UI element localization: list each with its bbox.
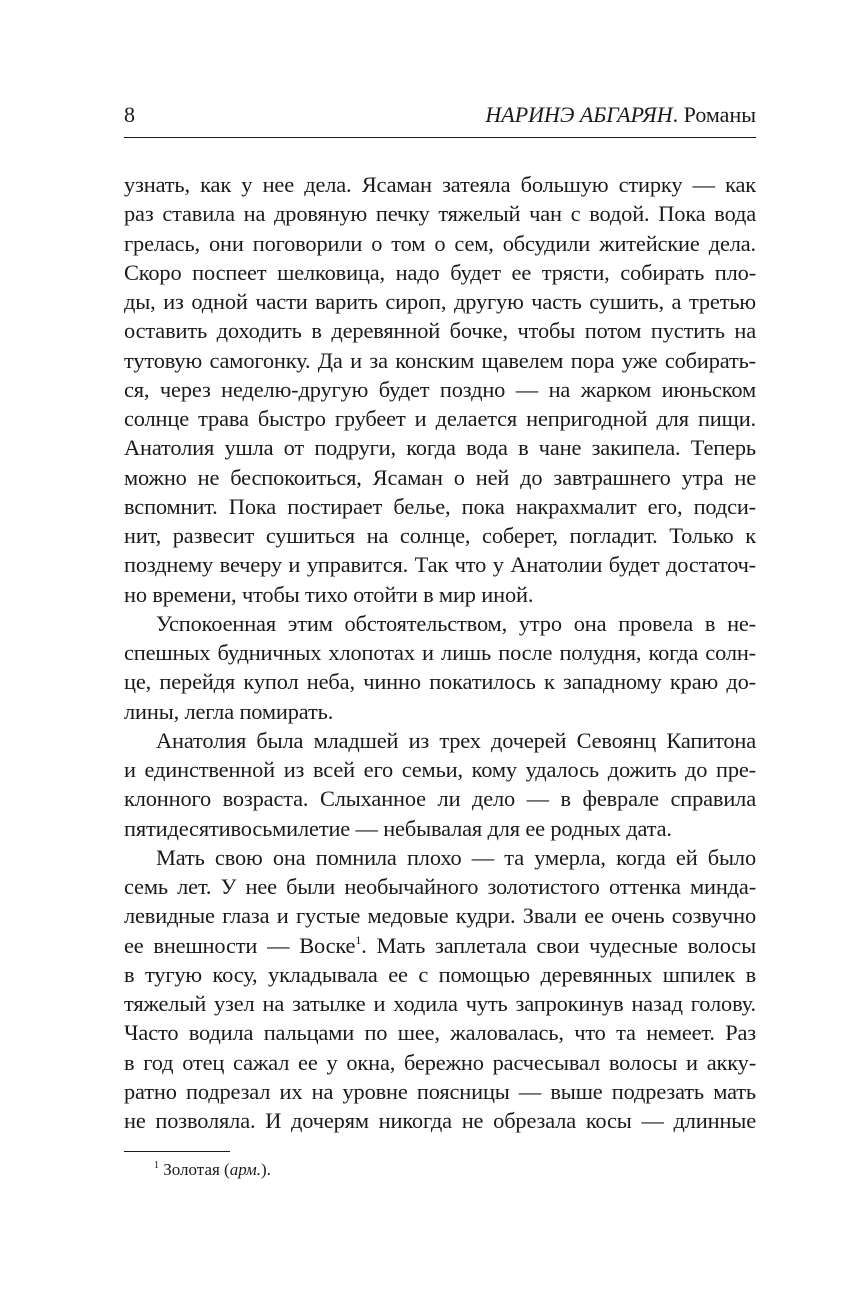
text-line: Успокоенная этим обстоятельством, утро она провела в не- [156, 610, 756, 636]
footnote-marker: 1 [154, 1160, 159, 1171]
text-line: семь лет. У нее были необычайного золотистого оттенка минда- [124, 874, 756, 899]
footnote-text: Золотая ( [159, 1160, 230, 1179]
footnote-text-end: ). [260, 1160, 271, 1179]
text-line [124, 931, 756, 960]
text-line: оставить доходить в деревянной бочке, чтобы потом пустить на [124, 318, 756, 344]
text-line: в тугую косу, укладывала ее с помощью деревянных шпилек в [124, 961, 756, 987]
text-line: ся, через неделю-другую будет поздно — на жарком июньском [124, 376, 756, 402]
running-title [485, 102, 756, 128]
header-divider [124, 137, 756, 138]
text-fragment: . Мать заплетала свои чудесные волосы [361, 932, 756, 958]
text-line: ды, из одной части варить сироп, другую часть сушить, а третью [124, 289, 756, 314]
text-line: грелась, они поговорили о том о сем, обсудили житейские дела. [124, 230, 756, 256]
text-line: Часто водила пальцами по шее, жаловалась, что та немеет. Раз [124, 1020, 756, 1046]
text-line: узнать, как у нее дела. Ясаман затеяла большую стирку — как [124, 172, 756, 197]
text-line: раз ставила на дровяную печку тяжелый чан с водой. Пока вода [124, 201, 756, 227]
text-line: можно не беспокоиться, Ясаман о ней до завтрашнего утра не [124, 464, 756, 490]
footnote [154, 1159, 271, 1181]
text-line: тутовую самогонку. Да и за конским щавелем пора уже собирать- [124, 347, 756, 373]
text-fragment: ее внешности — Воске [124, 932, 356, 958]
footnote-abbreviation: арм. [229, 1160, 261, 1179]
text-line: левидные глаза и густые медовые кудри. Звали ее очень созвучно [124, 903, 756, 929]
text-line: Мать свою она помнила плохо — та умерла, когда ей было [156, 844, 756, 870]
text-line: це, перейдя купол неба, чинно покатилось к западному краю до- [124, 669, 756, 695]
text-line: пятидесятивосьмилетие — небывалая для ее родных дата. [124, 815, 672, 841]
text-line: лины, легла помирать. [124, 698, 334, 724]
body-text [124, 170, 756, 1135]
text-line: позднему вечеру и управится. Так что у Анатолии будет достаточ- [124, 552, 756, 578]
text-line: клонного возраста. Слыханное ли дело — в феврале справила [124, 786, 756, 812]
footnote-reference: 1 [355, 932, 362, 947]
text-line: Скоро поспеет шелковица, надо будет ее трясти, собирать пло- [124, 259, 756, 285]
text-line: ратно подрезал их на уровне поясницы — выше подрезать мать [124, 1078, 756, 1104]
text-line: Анатолия была младшей из трех дочерей Севоянц Капитона [156, 727, 756, 753]
author-name: НАРИНЭ АБГАРЯН [485, 102, 673, 127]
text-line: тяжелый узел на затылке и ходила чуть запрокинув назад голову. [124, 991, 756, 1016]
running-header [124, 102, 756, 130]
text-line: и единственной из всей его семьи, кому удалось дожить до пре- [124, 757, 756, 782]
text-line: вспомнит. Пока постирает белье, пока накрахмалит его, подси- [124, 493, 756, 519]
text-line: спешных будничных хлопотах и лишь после полудня, когда солн- [124, 640, 756, 665]
text-line: но времени, чтобы тихо отойти в мир иной. [124, 581, 534, 607]
page-number: 8 [124, 102, 135, 127]
text-line: солнце трава быстро грубеет и делается непригодной для пищи. [124, 406, 756, 431]
text-line: не позволяла. И дочерям никогда не обрезала косы — длинные [124, 1108, 756, 1133]
text-line: нит, развесит сушиться на солнце, соберет, погладит. Только к [124, 523, 756, 548]
text-line: Анатолия ушла от подруги, когда вода в чане закипела. Теперь [124, 435, 756, 461]
footnote-divider [124, 1151, 230, 1152]
book-section: . Романы [672, 102, 756, 127]
text-line: в год отец сажал ее у окна, бережно расчесывал волосы и акку- [124, 1049, 756, 1075]
